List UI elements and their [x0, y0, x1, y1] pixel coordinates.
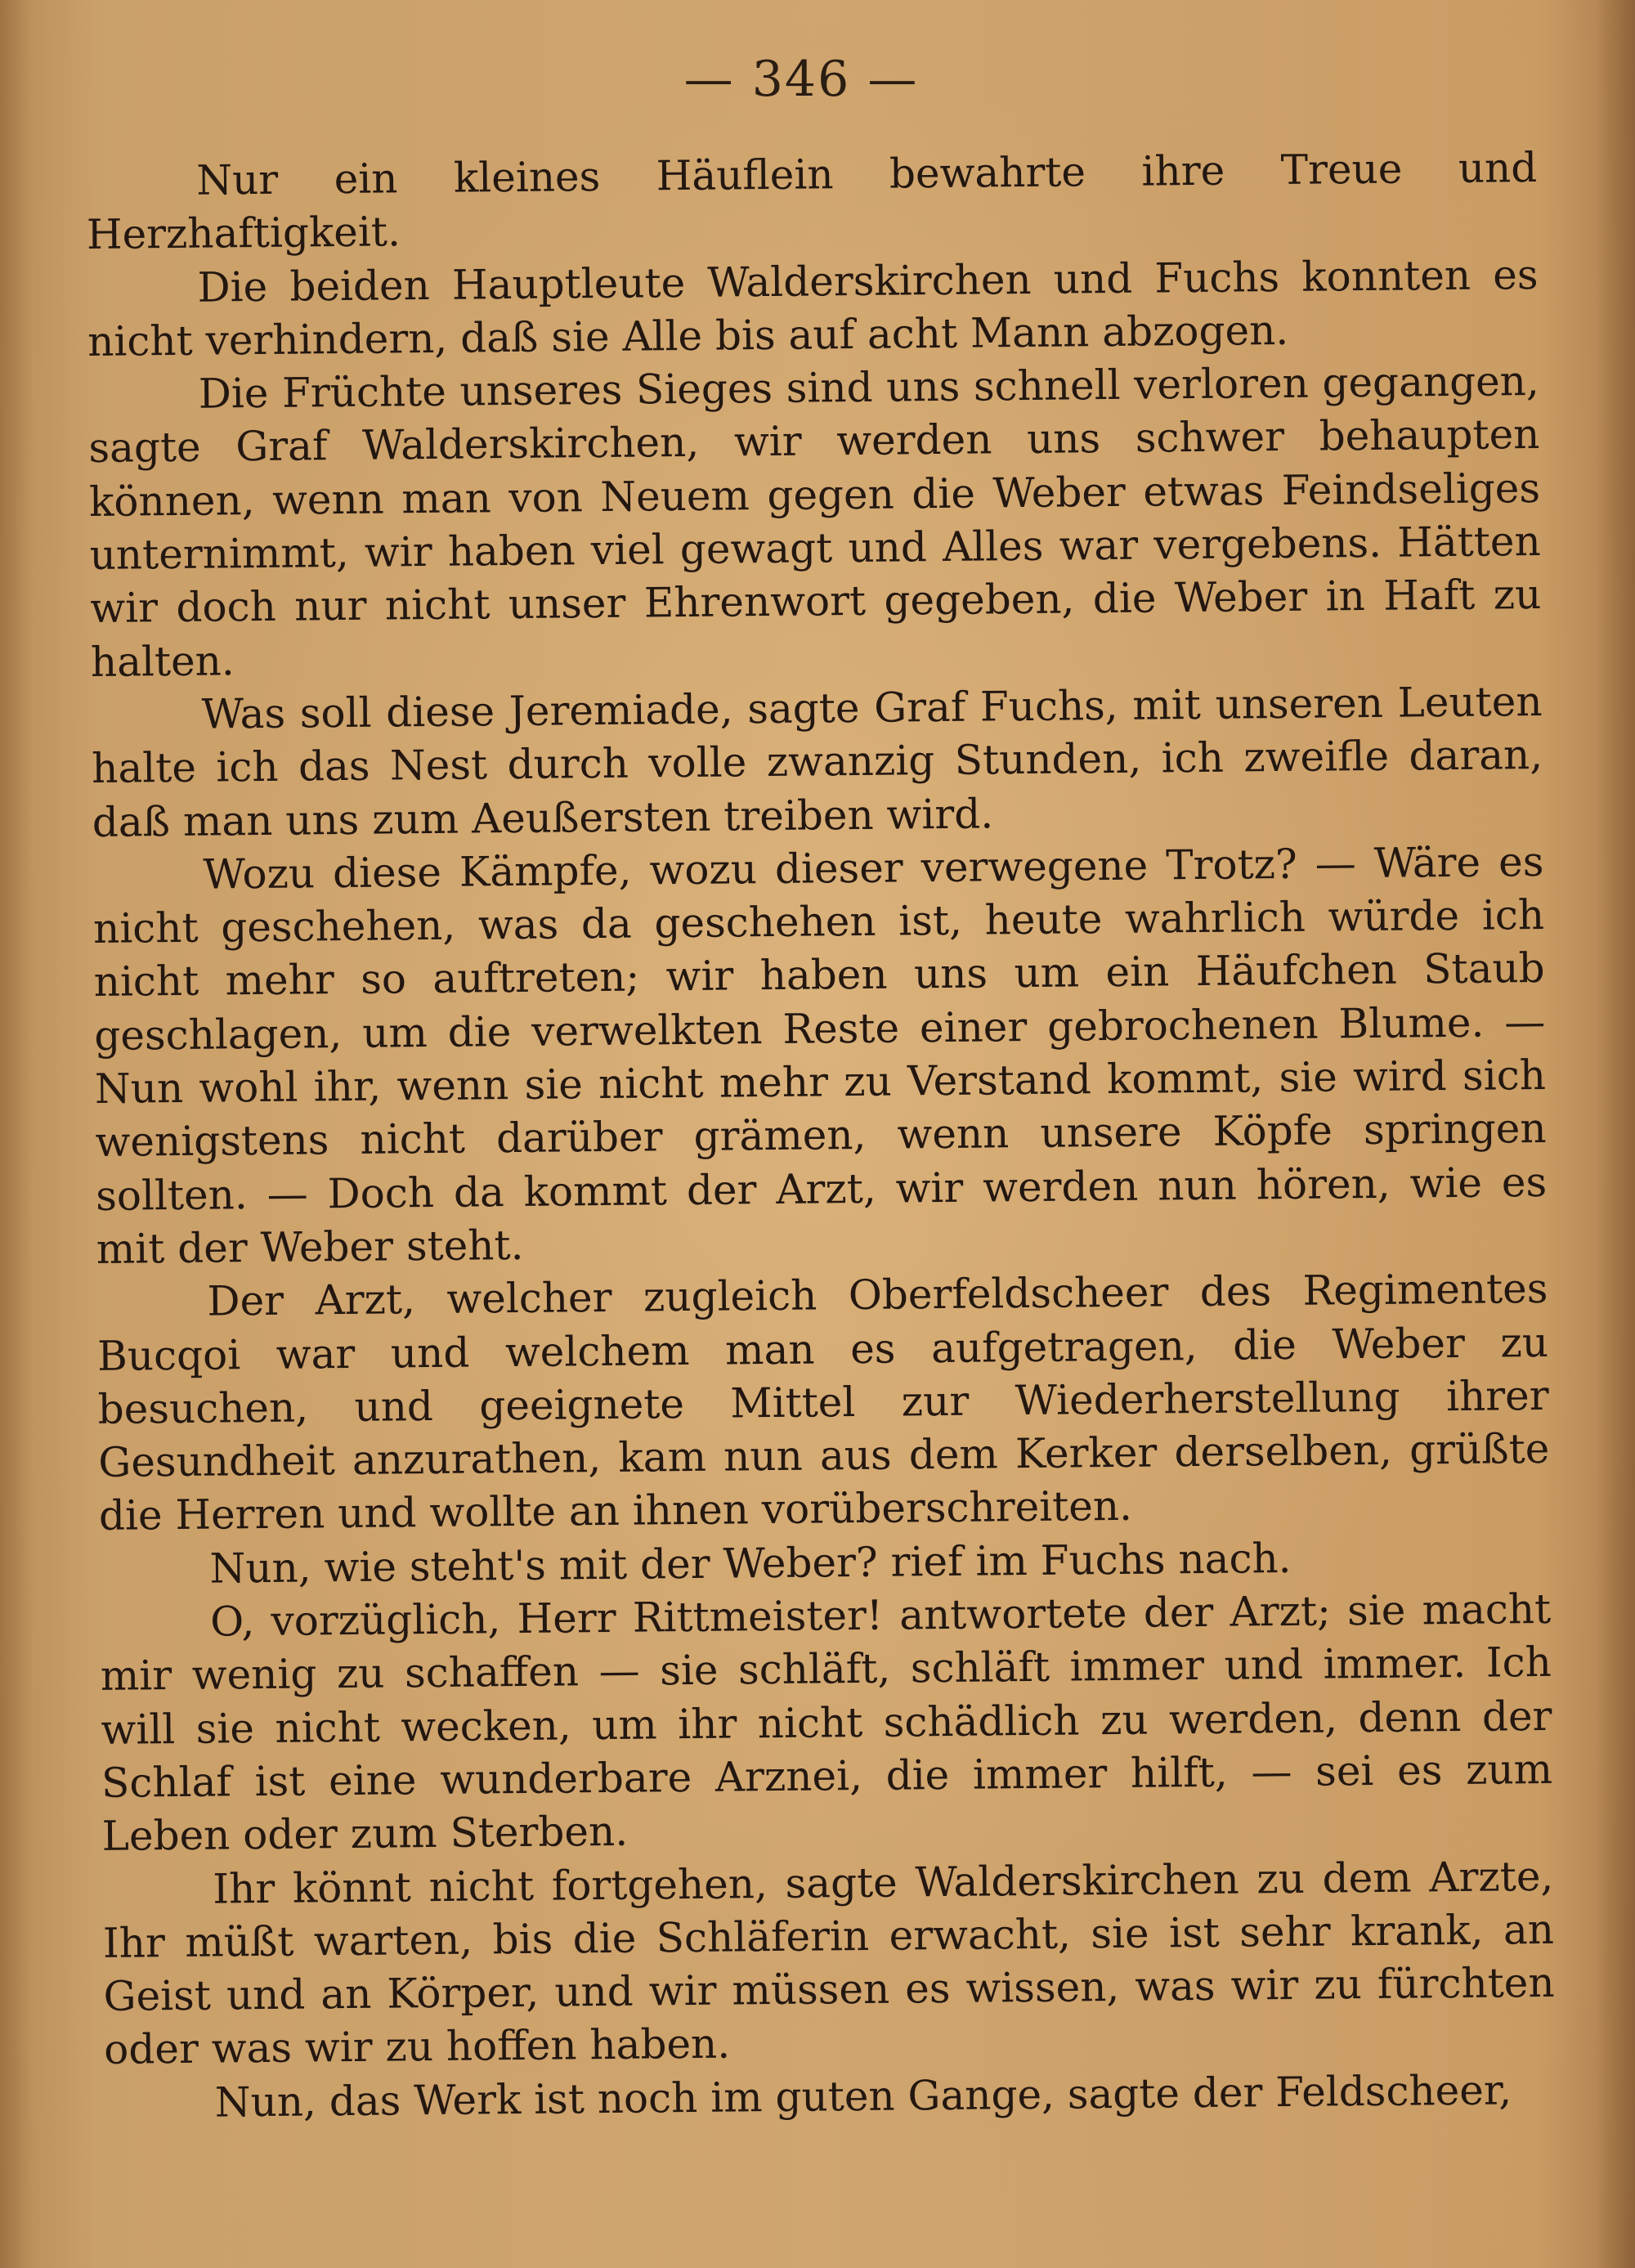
paragraph: Was soll diese Jeremiade, sagte Graf Fuchs, mit unseren Leuten halte ich das Nest durch volle zwanzig Stunden, ich zweifle daran, daß man uns zum Aeußersten treiben wird. [91, 677, 1543, 846]
paragraph: Der Arzt, welcher zugleich Oberfeldscheer des Regimentes Bucqoi war und welchem man es aufgetragen, die Weber zu besuchen, und geeignete Mittel zur Wiederherstellung ihrer Gesundheit anzurathen, kam nun aus dem Kerker derselben, grüßte die Herren und wollte an ihnen vorüberschreiten. [96, 1265, 1550, 1540]
page-edge-shadow-right [1596, 0, 1635, 2268]
paragraph: Ihr könnt nicht fortgehen, sagte Walderskirchen zu dem Arzte, Ihr müßt warten, bis die Schläferin erwacht, sie ist sehr krank, an Geist und an Körper, und wir müssen es wissen, was wir zu fürchten oder was wir zu hoffen haben. [102, 1852, 1555, 2074]
paragraph: Die Früchte unseres Sieges sind uns schnell verloren gegangen, sagte Graf Walderskirchen, wir werden uns schwer behaupten können, wenn man von Neuem gegen die Weber etwas Feindseliges unternimmt, wir haben viel gewagt und Alles war vergebens. Hätten wir doch nur nicht unser Ehrenwort gegeben, die Weber in Haft zu halten. [88, 357, 1542, 686]
body-text [86, 141, 1556, 2131]
paragraph: Nun, wie steht's mit der Weber? rief im Fuchs nach. [209, 1534, 1292, 1593]
page-edge-shadow-left [0, 0, 33, 2268]
paragraph: Nur ein kleines Häuflein bewahrte ihre Treue und Herzhaftigkeit. [86, 143, 1538, 259]
page-number: — 346 — [683, 51, 919, 108]
paragraph: Die beiden Hauptleute Walderskirchen und Fuchs konnten es nicht verhindern, daß sie Alle bis auf acht Mann abzogen. [87, 250, 1539, 365]
paragraph: Nun, das Werk ist noch im guten Gange, sagte der Feldscheer, [214, 2066, 1512, 2127]
paragraph: Wozu diese Kämpfe, wozu dieser verwegene Trotz? — Wäre es nicht geschehen, was da geschehen ist, heute wahrlich würde ich nicht mehr so auftreten; wir haben uns um ein Häufchen Staub geschlagen, um die verwelkten Reste einer gebrochenen Blume. — Nun wohl ihr, wenn sie nicht mehr zu Verstand kommt, sie wird sich wenigstens nicht darüber grämen, wenn unsere Köpfe springen sollten. — Doch da kommt der Arzt, wir werden nun hören, wie es mit der Weber steht. [92, 837, 1548, 1273]
paragraph: O, vorzüglich, Herr Rittmeister! antwortete der Arzt; sie macht mir wenig zu schaffen — sie schläft, schläft immer und immer. Ich will sie nicht wecken, um ihr nicht schädlich zu werden, denn der Schlaf ist eine wunderbare Arznei, die immer hilft, — sei es zum Leben oder zum Sterben. [100, 1584, 1553, 1861]
